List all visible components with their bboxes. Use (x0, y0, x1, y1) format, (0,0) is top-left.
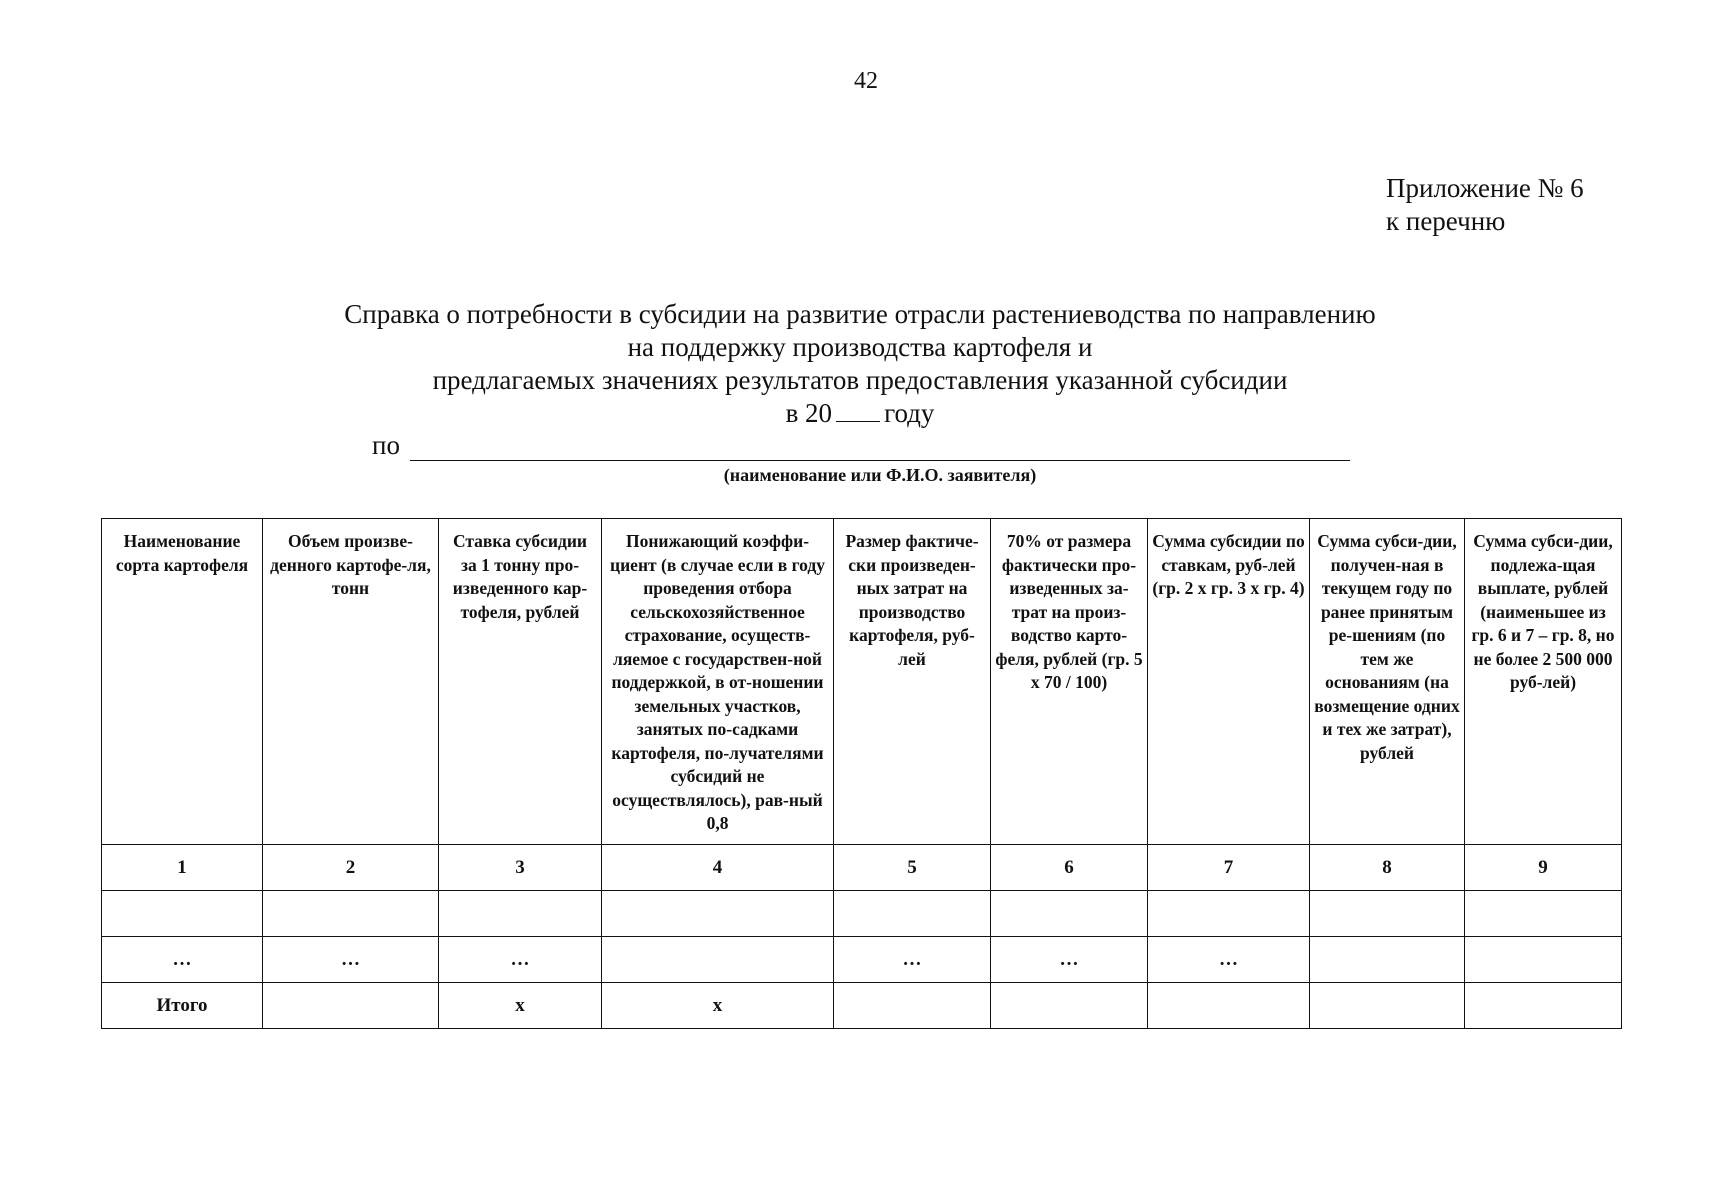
table-cell[interactable] (834, 891, 991, 937)
subsidy-table (101, 518, 1622, 1029)
title-line-1: Справка о потребности в субсидии на развитие отрасли растениеводства по направлению (344, 299, 1376, 329)
appendix-line-1: Приложение № 6 (1386, 173, 1584, 203)
table-cell[interactable] (1148, 983, 1310, 1029)
total-label-cell: Итого (102, 983, 263, 1029)
header-cell: Ставка субсидии за 1 тонну про-изведенного кар-тофеля, рублей (439, 519, 602, 845)
table-cell[interactable] (602, 937, 834, 983)
applicant-caption: (наименование или Ф.И.О. заявителя) (723, 465, 1037, 485)
table-cell[interactable] (439, 891, 602, 937)
table-cell[interactable] (263, 983, 439, 1029)
table-cell: х (602, 983, 834, 1029)
table-cell[interactable] (1465, 891, 1622, 937)
header-cell: 70% от размера фактически про-изведенных за-трат на произ-водство карто-феля, рублей (гр. 5 х 70 / 100) (991, 519, 1148, 845)
table-cell[interactable] (1310, 937, 1465, 983)
header-cell: Наименование сорта картофеля (102, 519, 263, 845)
title-line-3: предлагаемых значениях результатов предоставления указанной субсидии (432, 365, 1288, 395)
column-number-cell: 8 (1310, 845, 1465, 891)
column-number-cell: 4 (602, 845, 834, 891)
applicant-label: по (372, 430, 400, 460)
table-header-row (102, 519, 1622, 845)
table-cell[interactable] (991, 983, 1148, 1029)
column-number-cell: 6 (991, 845, 1148, 891)
column-number-cell: 9 (1465, 845, 1622, 891)
header-cell: Объем произве-денного картофе-ля, тонн (263, 519, 439, 845)
table-cell[interactable] (991, 891, 1148, 937)
year-blank-field[interactable] (836, 397, 880, 422)
document-title (240, 298, 1480, 397)
table-cell[interactable]: … (991, 937, 1148, 983)
table-cell[interactable]: … (834, 937, 991, 983)
header-cell: Сумма субси-дии, подлежа-щая выплате, рублей (наименьшее из гр. 6 и 7 – гр. 8, но не более 2 500 000 руб-лей) (1465, 519, 1622, 845)
table-cell[interactable] (1465, 983, 1622, 1029)
table-cell[interactable]: … (1148, 937, 1310, 983)
table-cell[interactable]: … (439, 937, 602, 983)
table-row (102, 937, 1622, 983)
header-cell: Размер фактиче-ски произведен-ных затрат на производство картофеля, руб-лей (834, 519, 991, 845)
applicant-blank-field[interactable] (410, 460, 1350, 461)
page-number: 42 (854, 68, 878, 94)
column-number-cell: 5 (834, 845, 991, 891)
column-number-cell: 1 (102, 845, 263, 891)
table-cell[interactable] (1465, 937, 1622, 983)
header-cell: Сумма субси-дии, получен-ная в текущем году по ранее принятым ре-шениям (по тем же основаниям (на возмещение одних и тех же затрат), рублей (1310, 519, 1465, 845)
year-suffix: году (884, 398, 935, 428)
table-cell: х (439, 983, 602, 1029)
column-number-cell: 7 (1148, 845, 1310, 891)
table-cell[interactable]: … (102, 937, 263, 983)
table-cell[interactable] (1310, 983, 1465, 1029)
appendix-line-2: к перечню (1386, 206, 1506, 236)
table-cell[interactable] (602, 891, 834, 937)
header-cell: Сумма субсидии по ставкам, руб-лей (гр. 2 х гр. 3 х гр. 4) (1148, 519, 1310, 845)
table-cell[interactable] (263, 891, 439, 937)
table-row (102, 891, 1622, 937)
table-cell[interactable] (834, 983, 991, 1029)
column-number-cell: 2 (263, 845, 439, 891)
table-cell[interactable] (1148, 891, 1310, 937)
table-cell[interactable]: … (263, 937, 439, 983)
year-prefix: в 20 (785, 398, 833, 428)
table-cell[interactable] (1310, 891, 1465, 937)
column-number-cell: 3 (439, 845, 602, 891)
total-row (102, 983, 1622, 1029)
title-line-2: на поддержку производства картофеля и (627, 332, 1093, 362)
year-line (240, 397, 1480, 430)
appendix-note (1386, 172, 1584, 238)
table-cell[interactable] (102, 891, 263, 937)
header-cell: Понижающий коэффи-циент (в случае если в году проведения отбора сельскохозяйственное страхование, осуществ-ляемое с государствен-ной поддержкой, в от-ношении земельных участков, занятых по-садками картофеля, по-лучателями субсидий не осуществлялось), рав-ный 0,8 (602, 519, 834, 845)
column-number-row (102, 845, 1622, 891)
